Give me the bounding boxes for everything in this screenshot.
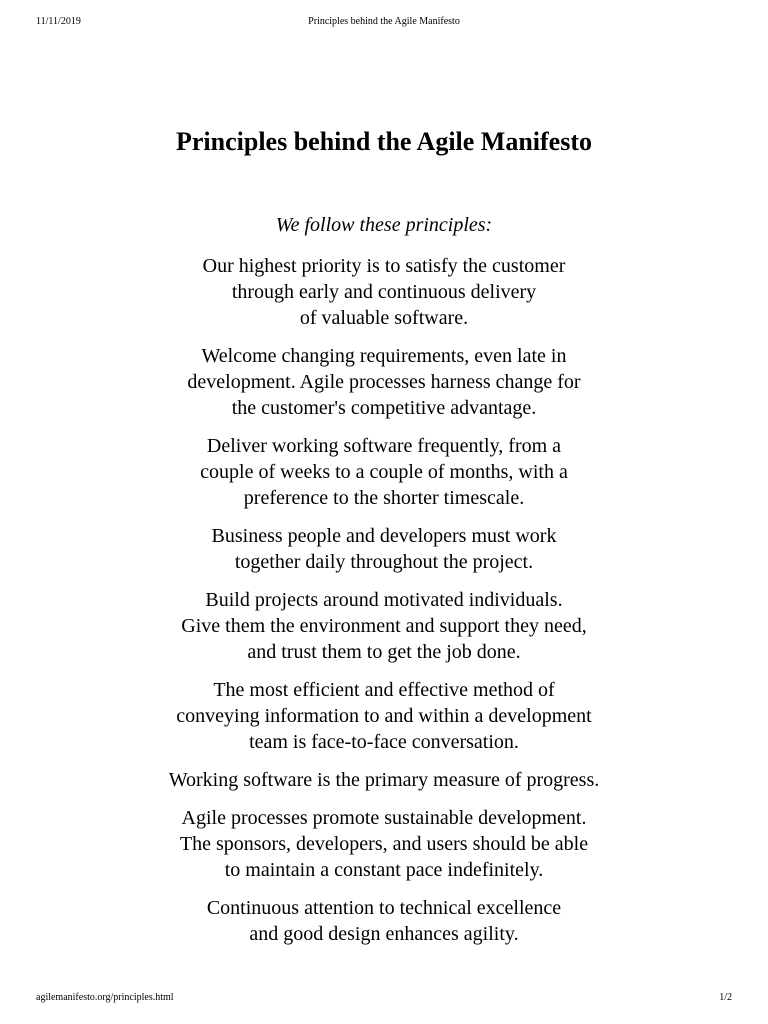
- print-header: [36, 14, 732, 30]
- principle-line: conveying information to and within a development: [176, 705, 592, 727]
- intro-text: We follow these principles:: [275, 214, 493, 236]
- principle-line: Working software is the primary measure of progress.: [168, 769, 600, 791]
- principle-line: development. Agile processes harness change for: [187, 371, 581, 393]
- principle-line: preference to the shorter timescale.: [243, 487, 525, 509]
- principle-item: [0, 767, 768, 793]
- principle-line: through early and continuous delivery: [231, 281, 537, 303]
- print-url: agilemanifesto.org/principles.html: [36, 992, 174, 1003]
- principle-line: The most efficient and effective method of: [213, 679, 555, 701]
- principle-line: Give them the environment and support they need,: [181, 615, 587, 637]
- principle-line: couple of weeks to a couple of months, with a: [200, 461, 568, 483]
- principle-item: [0, 343, 768, 421]
- principle-item: [0, 677, 768, 755]
- principle-line: of valuable software.: [299, 307, 469, 329]
- principle-line: and trust them to get the job done.: [247, 641, 521, 663]
- principle-line: Continuous attention to technical excellence: [206, 897, 562, 919]
- principle-line: Build projects around motivated individuals.: [205, 589, 563, 611]
- principle-item: [0, 433, 768, 511]
- print-footer: [36, 990, 732, 1006]
- principle-item: [0, 805, 768, 883]
- principle-line: Welcome changing requirements, even late in: [201, 345, 567, 367]
- principle-line: and good design enhances agility.: [249, 923, 519, 945]
- principles-list: [0, 253, 768, 959]
- principle-line: together daily throughout the project.: [234, 551, 534, 573]
- principle-line: Agile processes promote sustainable development.: [181, 807, 587, 829]
- principle-line: Deliver working software frequently, from a: [206, 435, 562, 457]
- principle-item: [0, 253, 768, 331]
- principle-line: Business people and developers must work: [211, 525, 557, 547]
- principle-line: to maintain a constant pace indefinitely.: [224, 859, 544, 881]
- principle-item: [0, 523, 768, 575]
- print-date: 11/11/2019: [36, 16, 81, 27]
- page-title: Principles behind the Agile Manifesto: [176, 127, 592, 156]
- principle-item: [0, 895, 768, 947]
- principle-line: The sponsors, developers, and users should be able: [179, 833, 589, 855]
- principle-line: Our highest priority is to satisfy the customer: [202, 255, 566, 277]
- page-number: 1/2: [719, 992, 732, 1003]
- principle-line: team is face-to-face conversation.: [249, 731, 519, 753]
- print-header-title: Principles behind the Agile Manifesto: [308, 16, 460, 27]
- principle-line: the customer's competitive advantage.: [231, 397, 537, 419]
- principle-item: [0, 587, 768, 665]
